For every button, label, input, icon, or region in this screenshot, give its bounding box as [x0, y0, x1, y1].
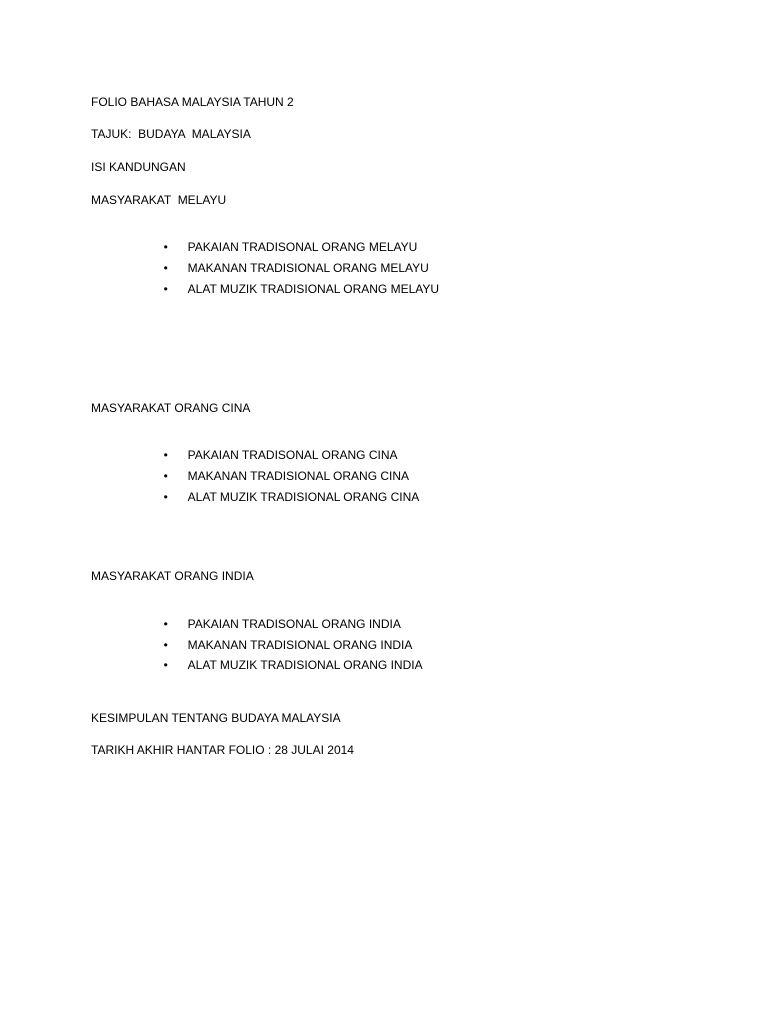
list-item-text: PAKAIAN TRADISONAL ORANG INDIA — [187, 617, 401, 631]
list-item-text: MAKANAN TRADISIONAL ORANG MELAYU — [187, 261, 429, 275]
bullet-icon — [164, 490, 188, 504]
bullet-icon — [164, 282, 188, 296]
list-item — [157, 476, 419, 504]
conclusion-line: KESIMPULAN TENTANG BUDAYA MALAYSIA — [91, 711, 341, 725]
list-item-text: PAKAIAN TRADISONAL ORANG CINA — [187, 448, 398, 462]
document-title: FOLIO BAHASA MALAYSIA TAHUN 2 — [91, 95, 294, 109]
section-heading-melayu: MASYARAKAT MELAYU — [91, 193, 227, 207]
deadline-line: TARIKH AKHIR HANTAR FOLIO : 28 JULAI 2014 — [91, 743, 354, 757]
list-item-text: ALAT MUZIK TRADISIONAL ORANG CINA — [187, 490, 420, 504]
section-heading-india: MASYARAKAT ORANG INDIA — [91, 569, 254, 583]
section-heading-cina: MASYARAKAT ORANG CINA — [91, 401, 251, 415]
list-item-text: ALAT MUZIK TRADISIONAL ORANG MELAYU — [187, 282, 440, 296]
list-item-text: MAKANAN TRADISIONAL ORANG INDIA — [187, 638, 413, 652]
bullet-icon — [164, 658, 188, 672]
list-item-text: PAKAIAN TRADISONAL ORANG MELAYU — [187, 240, 418, 254]
contents-heading: ISI KANDUNGAN — [91, 160, 186, 174]
list-item — [157, 644, 423, 672]
list-item-text: MAKANAN TRADISIONAL ORANG CINA — [187, 469, 410, 483]
list-item-text: ALAT MUZIK TRADISIONAL ORANG INDIA — [187, 658, 423, 672]
topic-line: TAJUK: BUDAYA MALAYSIA — [91, 127, 251, 141]
list-item — [157, 268, 439, 296]
